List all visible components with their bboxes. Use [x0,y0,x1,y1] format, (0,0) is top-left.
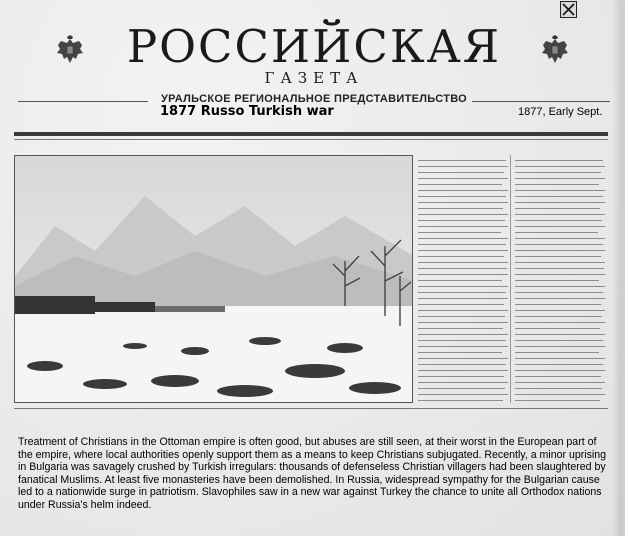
event-description: Treatment of Christians in the Ottoman empire is often good, but abuses are still seen, at their worst in the European part of the empire, where local authorities openly support them as a means to keep Christians subjugated. Recently, a minor uprising in Bulgaria was savagely crushed by Turkish irregulars: thousands of defenseless Christian villagers had been slaughtered by fanatical Muslims. At least five monasteries have been demolished. In Russia, widespread sympathy for the Bulgarian cause led to a nationwide surge in patriotism. Slavophiles saw in a new war against Turkey the chance to unite all Orthodox nations under Russia's helm indeed. [18,436,607,511]
close-x-icon [561,2,576,17]
divider [14,408,608,409]
event-headline: 1877 Russo Turkish war [160,104,334,119]
event-illustration [14,155,413,403]
close-button[interactable] [560,1,577,18]
region-line: УРАЛЬСКОЕ РЕГИОНАЛЬНОЕ ПРЕДСТАВИТЕЛЬСТВО [160,93,468,105]
divider [14,139,608,140]
column-divider [510,155,511,403]
newspaper-masthead: РОССИЙСКАЯ [126,20,502,73]
event-date: 1877, Early Sept. [518,106,603,118]
newspaper-column [515,155,607,403]
divider [14,132,608,136]
divider [472,101,610,102]
newspaper-subhead: ГАЗЕТА [264,69,364,87]
newspaper-column [418,155,510,403]
